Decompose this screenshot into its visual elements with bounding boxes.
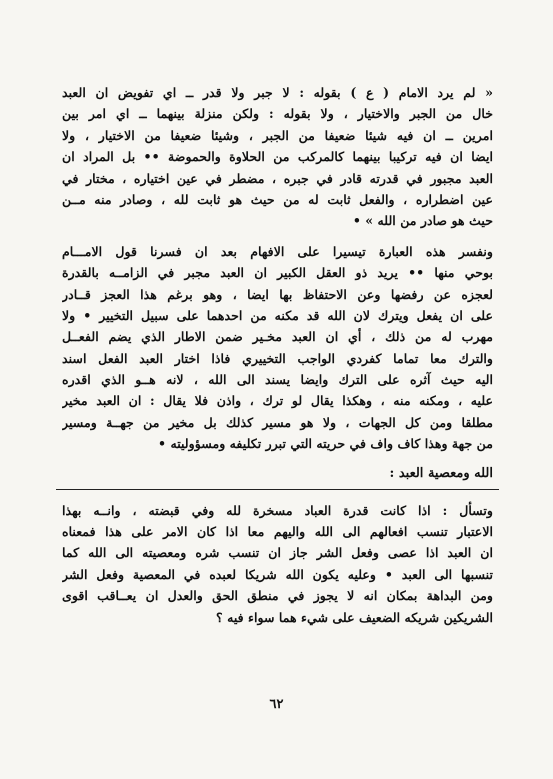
text-line: مهرب له من ذلك ، أي ان العبد مخـير ضمن الاطار الذي يضم الفعــل: [62, 329, 493, 345]
text-line: لعجزه عن رفضها وعن الاحتفاظ بها ايضا ، وهو برغم هذا العجز قــادر: [62, 286, 493, 302]
text-line: الشريكين شريكه الضعيف على شيء هما سواء فيه ؟: [216, 609, 493, 625]
text-line: ونفسر هذه العبارة تيسيرا على الافهام بعد ان فسرنا قول الامـــام: [62, 243, 493, 259]
text-line: اليه حيث آثره على الترك وايضا يسند الى الله ، لانه هــو الذي اقدره: [62, 372, 493, 388]
text-line: ان العبد اذا عصى وفعل الشر جاز ان تنسب شره ومعصيته الى الله كما: [62, 545, 493, 561]
text-line: والترك معا تماما كفردي الواجب التخييري فاذا اختار العبد الفعل اسند: [62, 350, 493, 366]
text-line: من جهة وهذا كاف واف في حريته التي تبرر تكليفه ومسؤوليته •: [158, 436, 493, 452]
text-line: امرين ــ ان فيه شيئا ضعيفا من الجبر ، وشيئا ضعيفا من الاختيار ، ولا: [62, 127, 493, 143]
text-line: ومن البداهة بمكان انه لا يجوز في منطق الحق والعدل ان يعــاقب اقوى: [62, 588, 493, 604]
text-line: بوحي منها •• يريد ذو العقل الكبير ان العبد مجبر في الزامــه بالقدرة: [62, 265, 493, 281]
text-line: العبد مجبور في قدرته قادر في جبره ، مضطر في عين اختياره ، مختار في: [62, 170, 493, 186]
text-line: عليه ، ومكنه منه ، وهكذا يقال لو ترك ، واذن فلا يقال : ان العبد مخير: [62, 393, 493, 409]
text-line: تنسبها الى العبد • وعليه يكون الله شريكا لعبده في المعصية وفعل الشر: [62, 566, 493, 582]
page-number: ٦٢: [269, 697, 284, 712]
paragraph-1: [62, 82, 493, 232]
text-line: « لم يرد الامام ( ع ) بقوله : لا جبر ولا قدر ــ اي تفويض ان العبد: [62, 85, 493, 100]
section-heading: الله ومعصية العبد :: [389, 465, 493, 481]
text-line: على ان يفعل ويترك لان الله قد مكنه من احدهما على سبيل التخيير • ولا: [62, 307, 493, 323]
text-line: خال من الجبر والاختيار ، ولا بقوله : ولكن منزلة بينهما ــ اي امر بين: [62, 106, 493, 122]
paragraph-2: [62, 241, 493, 455]
text-line: الاعتبار تنسب افعالهم الى الله واليهم معا اذا كان الامر على هذا فمعناه: [62, 524, 493, 540]
text-line: مطلقا ومن كل الجهات ، ولا هو مسير كذلك بل مخير من جهــة ومسير: [62, 414, 493, 430]
text-line: عين اضطراره ، والفعل ثابت له من حيث هو ثابت لله ، وصادر منه مــن: [62, 191, 493, 207]
paragraph-3: [62, 500, 493, 628]
text-line: ايضا ان فيه تركيبا بينهما كالمركب من الحلاوة والحموضة •• بل المراد ان: [62, 149, 493, 165]
text-line: حيث هو صادر من الله » •: [352, 213, 493, 229]
text-line: وتسأل : اذا كانت قدرة العباد مسخرة لله وفي قبضته ، وانــه بهذا: [62, 502, 493, 518]
section-divider: [56, 489, 499, 490]
